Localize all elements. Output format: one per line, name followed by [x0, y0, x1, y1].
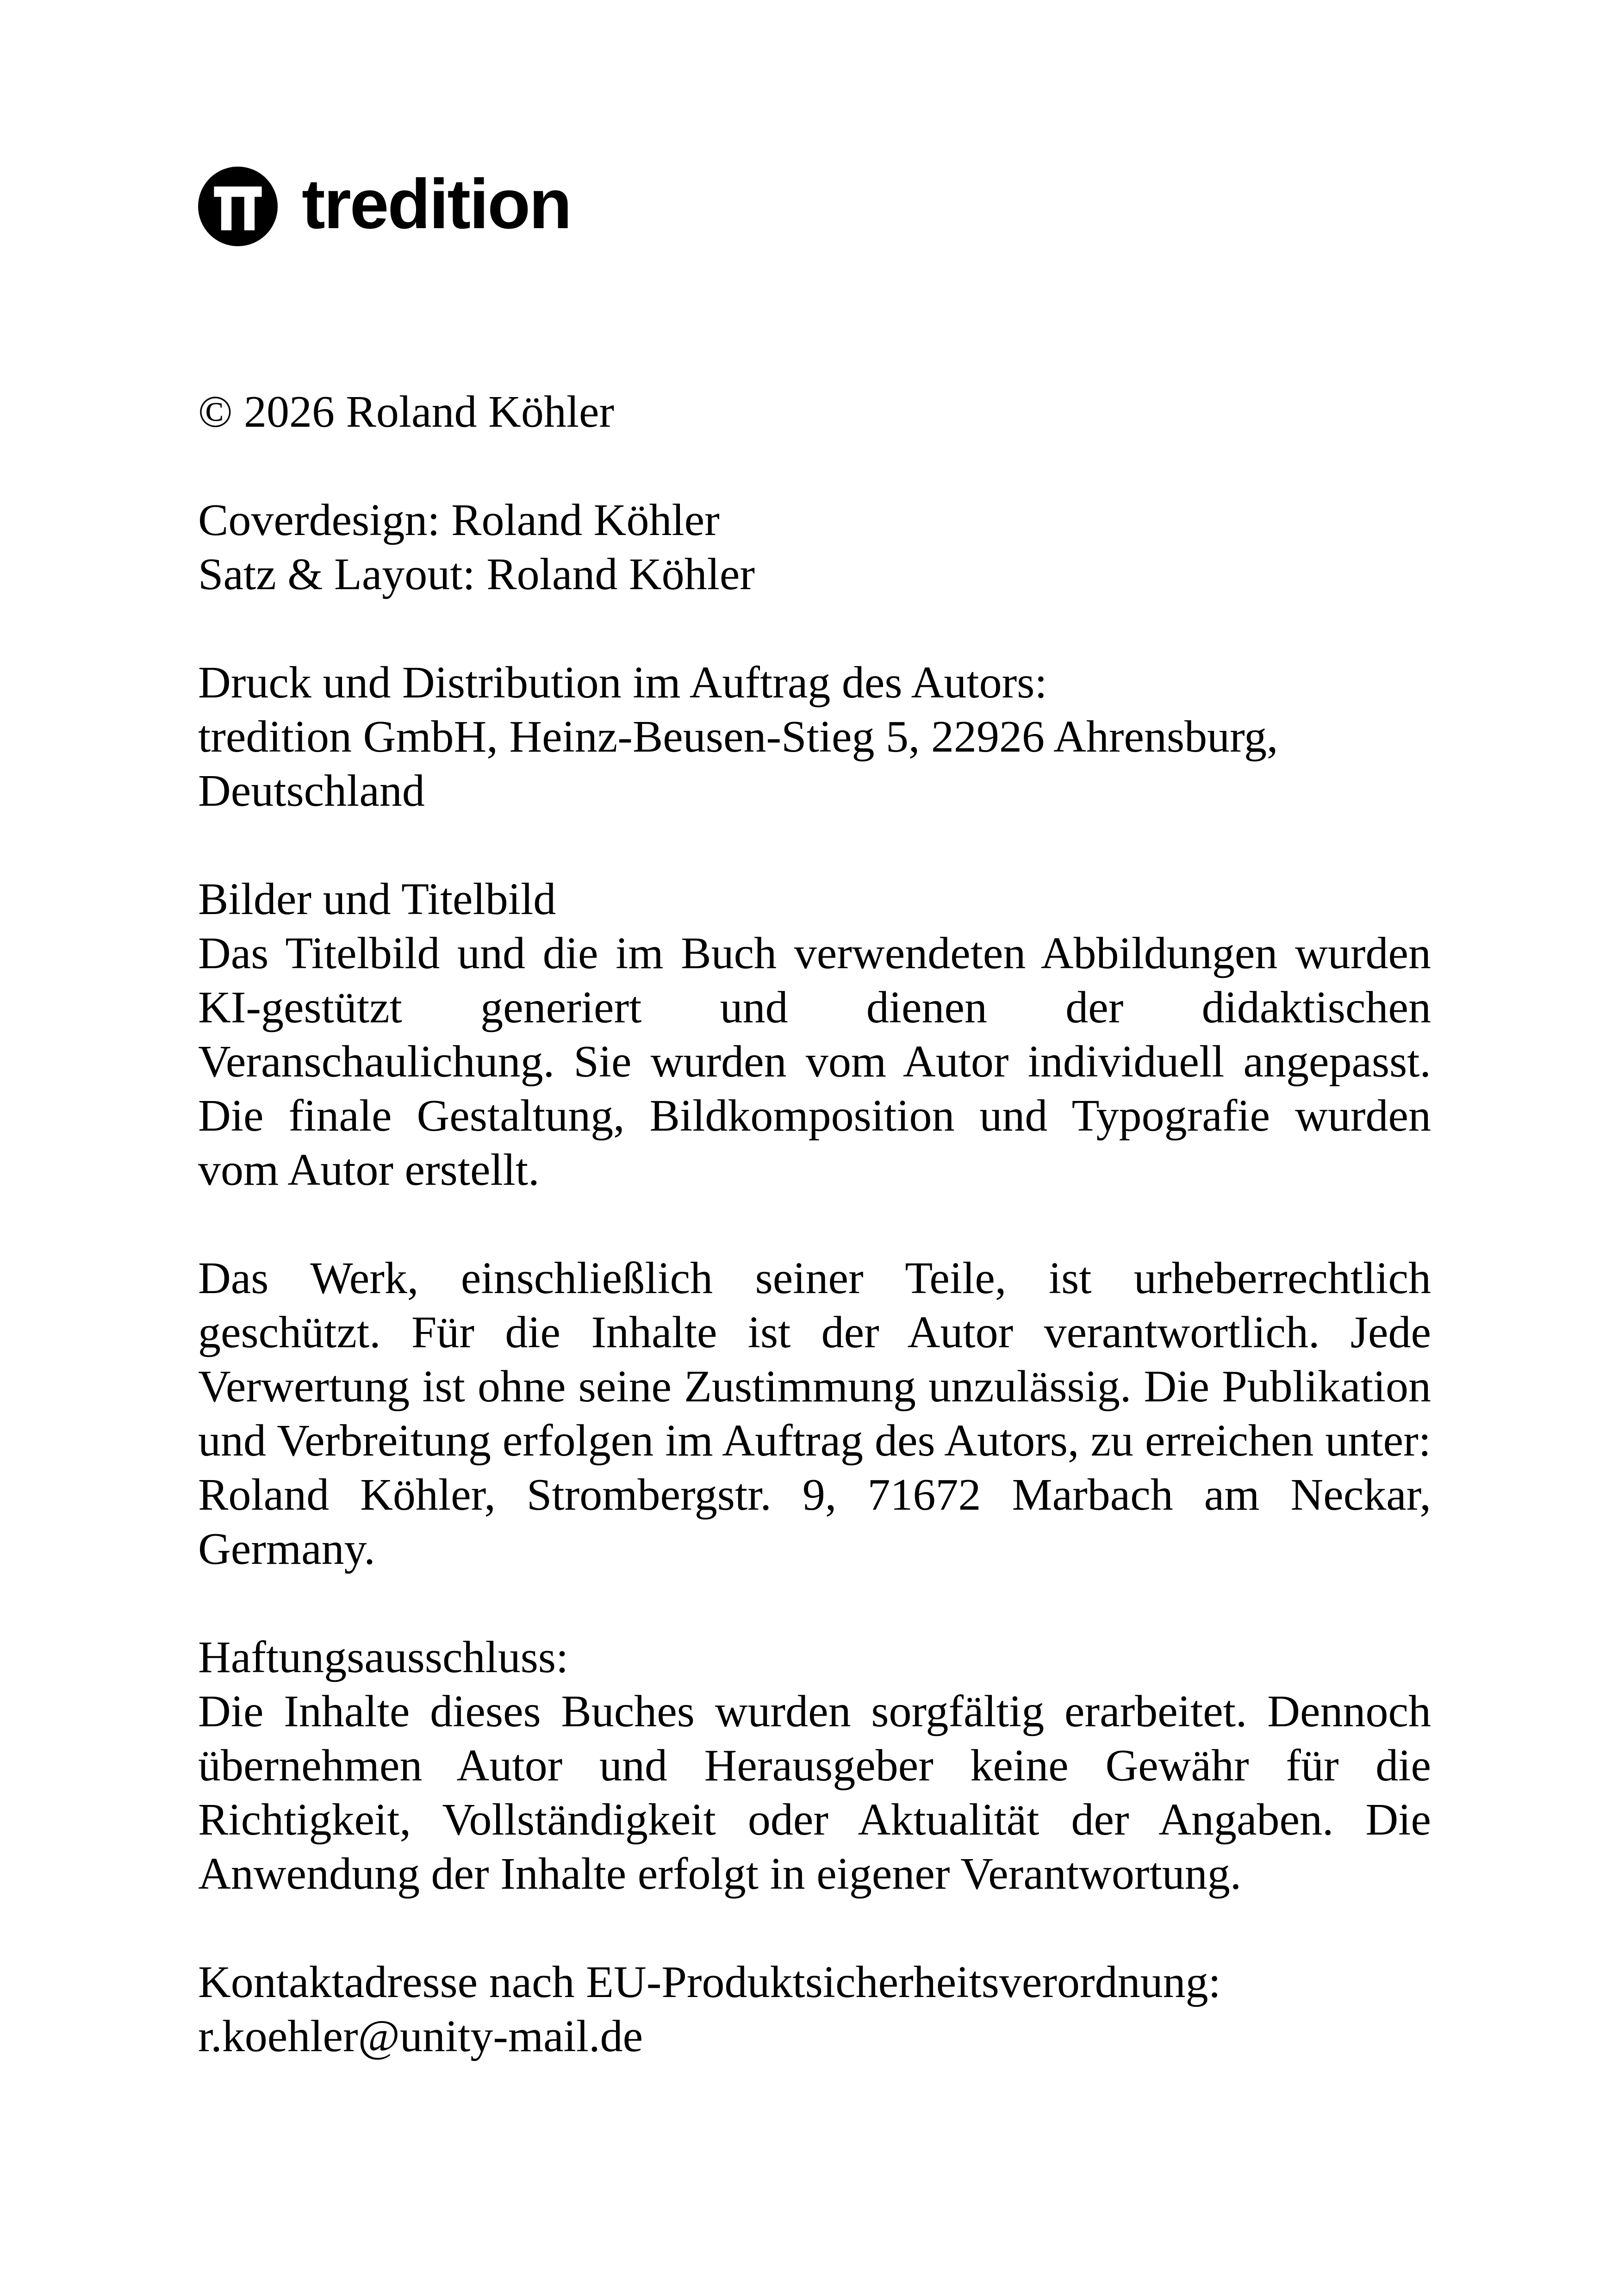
layout-credit: Satz & Layout: Roland Köhler: [198, 549, 755, 599]
distribution-heading: Druck und Distribution im Auftrag des Autors:: [198, 658, 1047, 708]
contact-email: r.koehler@unity-mail.de: [198, 2011, 643, 2061]
distribution-address: tredition GmbH, Heinz-Beusen-Stieg 5, 22926 Ahrensburg,: [198, 712, 1278, 762]
rights-paragraph: Das Werk, einschließlich seiner Teile, ist urheberrechtlich geschützt. Für die Inhalte ist der Autor verantwortlich. Jede Verwertung ist ohne seine Zustimmung unzulässig. Die Publikation und Verbreitung erfolgen im Auftrag des Autors, zu erreichen unter: Roland Köhler, Strombergstr. 9, 71672 Marbach am Neckar, Germany.: [198, 1253, 1431, 1574]
images-paragraph: Das Titelbild und die im Buch verwendeten Abbildungen wurden KI-gestützt generiert und dienen der didaktischen Veranschaulichung. Sie wurden vom Autor individuell angepasst. Die finale Gestaltung, Bildkomposition und Typografie wurden vom Autor erstellt.: [198, 928, 1431, 1195]
disclaimer-heading: Haftungsausschluss:: [198, 1632, 569, 1682]
disclaimer-paragraph: Die Inhalte dieses Buches wurden sorgfältig erarbeitet. Dennoch übernehmen Autor und Herausgeber keine Gewähr für die Richtigkeit, Vollständigkeit oder Aktualität der Angaben. Die Anwendung der Inhalte erfolgt in eigener Verantwortung.: [198, 1686, 1431, 1899]
contact-heading: Kontaktadresse nach EU-Produktsicherheitsverordnung:: [198, 1957, 1221, 2007]
cover-design-credit: Coverdesign: Roland Köhler: [198, 495, 720, 545]
imprint-text: [198, 385, 1431, 2064]
logo-wordmark: tredition: [302, 165, 571, 243]
publisher-logo: [198, 167, 571, 246]
tredition-t-circle-icon: [198, 167, 278, 246]
distribution-country: Deutschland: [198, 766, 425, 816]
images-heading: Bilder und Titelbild: [198, 874, 556, 924]
copyright-line: © 2026 Roland Köhler: [198, 387, 615, 437]
